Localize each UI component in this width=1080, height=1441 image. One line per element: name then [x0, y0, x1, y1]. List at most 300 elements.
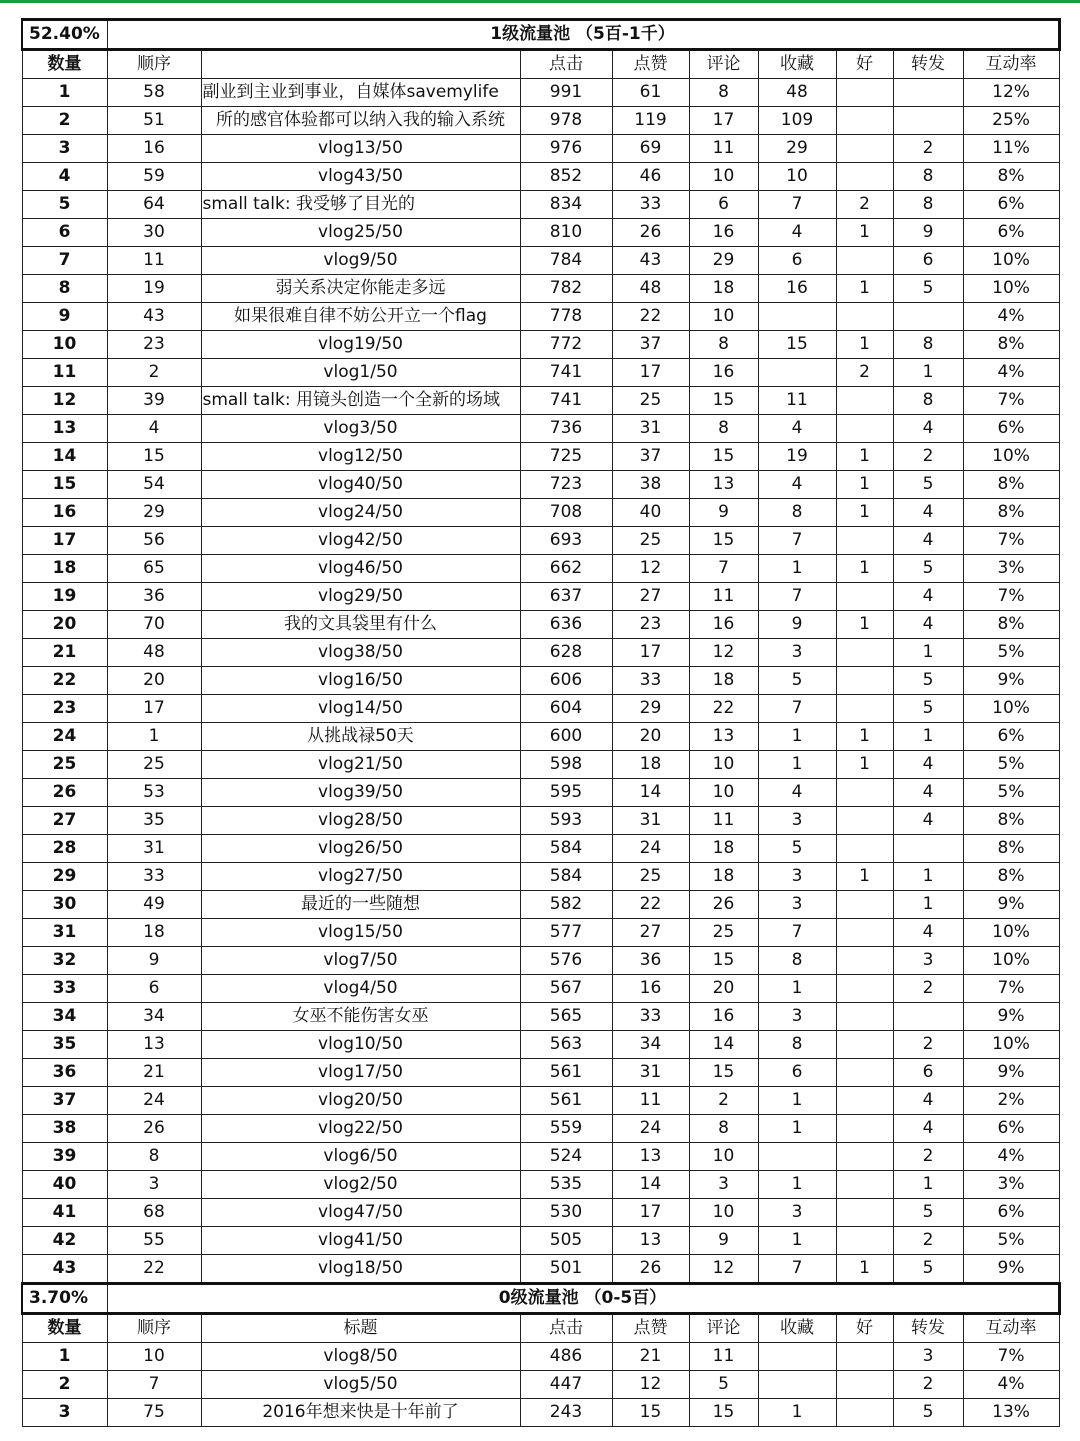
cell-shares[interactable]: 3	[893, 1343, 963, 1371]
cell-shares[interactable]: 6	[893, 1059, 963, 1087]
cell-count[interactable]: 12	[22, 387, 107, 415]
cell-clicks[interactable]: 636	[520, 611, 612, 639]
cell-shares[interactable]	[893, 835, 963, 863]
section-percent[interactable]: 52.40%	[22, 20, 107, 50]
cell-count[interactable]: 5	[22, 191, 107, 219]
header-order[interactable]: 顺序	[107, 1314, 201, 1343]
cell-comments[interactable]: 10	[689, 751, 758, 779]
cell-comments[interactable]: 18	[689, 863, 758, 891]
cell-engagement-rate[interactable]: 13%	[963, 1399, 1059, 1427]
cell-engagement-rate[interactable]: 7%	[963, 527, 1059, 555]
cell-good[interactable]	[836, 163, 893, 191]
cell-favorites[interactable]: 4	[758, 779, 836, 807]
cell-likes[interactable]: 33	[612, 667, 689, 695]
cell-clicks[interactable]: 606	[520, 667, 612, 695]
cell-engagement-rate[interactable]: 8%	[963, 611, 1059, 639]
cell-favorites[interactable]: 7	[758, 191, 836, 219]
cell-count[interactable]: 38	[22, 1115, 107, 1143]
cell-order[interactable]: 3	[107, 1171, 201, 1199]
cell-likes[interactable]: 11	[612, 1087, 689, 1115]
cell-clicks[interactable]: 834	[520, 191, 612, 219]
cell-clicks[interactable]: 595	[520, 779, 612, 807]
cell-clicks[interactable]: 991	[520, 79, 612, 107]
cell-order[interactable]: 59	[107, 163, 201, 191]
cell-order[interactable]: 49	[107, 891, 201, 919]
cell-shares[interactable]: 8	[893, 331, 963, 359]
cell-favorites[interactable]	[758, 1143, 836, 1171]
cell-comments[interactable]: 11	[689, 583, 758, 611]
cell-favorites[interactable]: 48	[758, 79, 836, 107]
cell-title[interactable]: vlog2/50	[201, 1171, 520, 1199]
cell-title[interactable]: vlog42/50	[201, 527, 520, 555]
cell-likes[interactable]: 34	[612, 1031, 689, 1059]
cell-order[interactable]: 35	[107, 807, 201, 835]
cell-shares[interactable]: 4	[893, 499, 963, 527]
cell-clicks[interactable]: 243	[520, 1399, 612, 1427]
cell-title[interactable]: 最近的一些随想	[201, 891, 520, 919]
cell-likes[interactable]: 43	[612, 247, 689, 275]
cell-title[interactable]: vlog20/50	[201, 1087, 520, 1115]
cell-likes[interactable]: 14	[612, 1171, 689, 1199]
cell-likes[interactable]: 22	[612, 303, 689, 331]
cell-shares[interactable]: 5	[893, 471, 963, 499]
cell-good[interactable]	[836, 527, 893, 555]
cell-clicks[interactable]: 584	[520, 863, 612, 891]
cell-comments[interactable]: 15	[689, 1399, 758, 1427]
cell-order[interactable]: 11	[107, 247, 201, 275]
cell-engagement-rate[interactable]: 5%	[963, 751, 1059, 779]
cell-comments[interactable]: 15	[689, 387, 758, 415]
cell-likes[interactable]: 17	[612, 1199, 689, 1227]
cell-comments[interactable]: 8	[689, 79, 758, 107]
cell-comments[interactable]: 15	[689, 947, 758, 975]
cell-good[interactable]	[836, 779, 893, 807]
cell-title[interactable]: vlog29/50	[201, 583, 520, 611]
cell-shares[interactable]: 8	[893, 191, 963, 219]
cell-order[interactable]: 48	[107, 639, 201, 667]
cell-engagement-rate[interactable]: 9%	[963, 1255, 1059, 1284]
cell-title[interactable]: vlog21/50	[201, 751, 520, 779]
cell-likes[interactable]: 24	[612, 1115, 689, 1143]
cell-clicks[interactable]: 810	[520, 219, 612, 247]
cell-comments[interactable]: 16	[689, 611, 758, 639]
cell-shares[interactable]: 5	[893, 667, 963, 695]
cell-order[interactable]: 43	[107, 303, 201, 331]
cell-comments[interactable]: 22	[689, 695, 758, 723]
cell-favorites[interactable]: 3	[758, 891, 836, 919]
cell-shares[interactable]: 2	[893, 975, 963, 1003]
cell-order[interactable]: 33	[107, 863, 201, 891]
section-title[interactable]: 0级流量池 （0-5百）	[107, 1284, 1059, 1314]
cell-shares[interactable]: 1	[893, 723, 963, 751]
cell-count[interactable]: 35	[22, 1031, 107, 1059]
cell-engagement-rate[interactable]: 10%	[963, 947, 1059, 975]
cell-order[interactable]: 15	[107, 443, 201, 471]
cell-order[interactable]: 9	[107, 947, 201, 975]
cell-good[interactable]: 1	[836, 471, 893, 499]
cell-favorites[interactable]: 5	[758, 667, 836, 695]
cell-shares[interactable]: 4	[893, 779, 963, 807]
header-engagement-rate[interactable]: 互动率	[963, 1314, 1059, 1343]
header-order[interactable]: 顺序	[107, 50, 201, 79]
cell-count[interactable]: 34	[22, 1003, 107, 1031]
cell-good[interactable]	[836, 1031, 893, 1059]
cell-good[interactable]	[836, 1115, 893, 1143]
cell-comments[interactable]: 10	[689, 1199, 758, 1227]
cell-likes[interactable]: 119	[612, 107, 689, 135]
cell-engagement-rate[interactable]: 8%	[963, 863, 1059, 891]
cell-engagement-rate[interactable]: 6%	[963, 1115, 1059, 1143]
cell-engagement-rate[interactable]: 6%	[963, 1199, 1059, 1227]
cell-count[interactable]: 32	[22, 947, 107, 975]
cell-favorites[interactable]: 8	[758, 1031, 836, 1059]
cell-comments[interactable]: 18	[689, 835, 758, 863]
cell-title[interactable]: vlog46/50	[201, 555, 520, 583]
cell-clicks[interactable]: 604	[520, 695, 612, 723]
cell-shares[interactable]: 1	[893, 639, 963, 667]
cell-title[interactable]: vlog13/50	[201, 135, 520, 163]
cell-shares[interactable]: 2	[893, 1143, 963, 1171]
cell-clicks[interactable]: 561	[520, 1087, 612, 1115]
cell-shares[interactable]: 2	[893, 1227, 963, 1255]
cell-likes[interactable]: 46	[612, 163, 689, 191]
cell-engagement-rate[interactable]: 11%	[963, 135, 1059, 163]
cell-favorites[interactable]: 1	[758, 751, 836, 779]
cell-count[interactable]: 9	[22, 303, 107, 331]
cell-title[interactable]: vlog3/50	[201, 415, 520, 443]
cell-shares[interactable]: 4	[893, 415, 963, 443]
cell-count[interactable]: 42	[22, 1227, 107, 1255]
cell-engagement-rate[interactable]: 10%	[963, 443, 1059, 471]
cell-shares[interactable]: 5	[893, 275, 963, 303]
cell-comments[interactable]: 20	[689, 975, 758, 1003]
cell-shares[interactable]: 4	[893, 807, 963, 835]
cell-comments[interactable]: 10	[689, 779, 758, 807]
cell-good[interactable]	[836, 639, 893, 667]
cell-shares[interactable]: 4	[893, 1115, 963, 1143]
cell-favorites[interactable]: 109	[758, 107, 836, 135]
cell-comments[interactable]: 3	[689, 1171, 758, 1199]
cell-engagement-rate[interactable]: 8%	[963, 835, 1059, 863]
cell-clicks[interactable]: 723	[520, 471, 612, 499]
cell-count[interactable]: 39	[22, 1143, 107, 1171]
cell-title[interactable]: 弱关系决定你能走多远	[201, 275, 520, 303]
cell-comments[interactable]: 17	[689, 107, 758, 135]
cell-title[interactable]: vlog12/50	[201, 443, 520, 471]
cell-count[interactable]: 36	[22, 1059, 107, 1087]
cell-engagement-rate[interactable]: 4%	[963, 1371, 1059, 1399]
cell-clicks[interactable]: 725	[520, 443, 612, 471]
cell-engagement-rate[interactable]: 4%	[963, 1143, 1059, 1171]
cell-title[interactable]: 从挑战禄50天	[201, 723, 520, 751]
cell-title[interactable]: vlog41/50	[201, 1227, 520, 1255]
cell-clicks[interactable]: 565	[520, 1003, 612, 1031]
cell-shares[interactable]: 4	[893, 1087, 963, 1115]
cell-count[interactable]: 13	[22, 415, 107, 443]
cell-title[interactable]: vlog28/50	[201, 807, 520, 835]
cell-count[interactable]: 22	[22, 667, 107, 695]
cell-comments[interactable]: 15	[689, 443, 758, 471]
cell-comments[interactable]: 13	[689, 723, 758, 751]
section-title[interactable]: 1级流量池 （5百-1千）	[107, 20, 1059, 50]
cell-comments[interactable]: 8	[689, 331, 758, 359]
cell-order[interactable]: 55	[107, 1227, 201, 1255]
cell-title[interactable]: vlog8/50	[201, 1343, 520, 1371]
header-count[interactable]: 数量	[22, 1314, 107, 1343]
cell-title[interactable]: vlog16/50	[201, 667, 520, 695]
cell-clicks[interactable]: 530	[520, 1199, 612, 1227]
cell-shares[interactable]: 3	[893, 947, 963, 975]
cell-favorites[interactable]: 7	[758, 527, 836, 555]
cell-likes[interactable]: 25	[612, 387, 689, 415]
cell-comments[interactable]: 29	[689, 247, 758, 275]
cell-good[interactable]	[836, 303, 893, 331]
cell-title[interactable]: vlog25/50	[201, 219, 520, 247]
cell-comments[interactable]: 16	[689, 359, 758, 387]
cell-shares[interactable]	[893, 107, 963, 135]
cell-favorites[interactable]: 3	[758, 1199, 836, 1227]
header-clicks[interactable]: 点击	[520, 1314, 612, 1343]
cell-likes[interactable]: 14	[612, 779, 689, 807]
cell-favorites[interactable]: 1	[758, 1399, 836, 1427]
cell-likes[interactable]: 37	[612, 331, 689, 359]
cell-order[interactable]: 24	[107, 1087, 201, 1115]
cell-title[interactable]: vlog27/50	[201, 863, 520, 891]
cell-likes[interactable]: 33	[612, 1003, 689, 1031]
cell-engagement-rate[interactable]: 5%	[963, 1227, 1059, 1255]
cell-title[interactable]: 2016年想来快是十年前了	[201, 1399, 520, 1427]
cell-favorites[interactable]: 7	[758, 583, 836, 611]
cell-good[interactable]	[836, 667, 893, 695]
cell-clicks[interactable]: 778	[520, 303, 612, 331]
cell-favorites[interactable]	[758, 1343, 836, 1371]
cell-order[interactable]: 18	[107, 919, 201, 947]
cell-shares[interactable]: 1	[893, 359, 963, 387]
cell-likes[interactable]: 37	[612, 443, 689, 471]
cell-shares[interactable]: 8	[893, 387, 963, 415]
cell-order[interactable]: 26	[107, 1115, 201, 1143]
cell-shares[interactable]: 2	[893, 1031, 963, 1059]
cell-likes[interactable]: 12	[612, 555, 689, 583]
cell-clicks[interactable]: 628	[520, 639, 612, 667]
cell-favorites[interactable]: 3	[758, 639, 836, 667]
header-good[interactable]: 好	[836, 50, 893, 79]
cell-order[interactable]: 23	[107, 331, 201, 359]
cell-title[interactable]: vlog14/50	[201, 695, 520, 723]
cell-likes[interactable]: 33	[612, 191, 689, 219]
cell-good[interactable]	[836, 947, 893, 975]
cell-shares[interactable]: 6	[893, 247, 963, 275]
cell-shares[interactable]: 2	[893, 1371, 963, 1399]
cell-engagement-rate[interactable]: 2%	[963, 1087, 1059, 1115]
cell-engagement-rate[interactable]: 9%	[963, 891, 1059, 919]
cell-comments[interactable]: 10	[689, 303, 758, 331]
cell-comments[interactable]: 9	[689, 499, 758, 527]
cell-comments[interactable]: 15	[689, 527, 758, 555]
cell-order[interactable]: 64	[107, 191, 201, 219]
cell-favorites[interactable]: 1	[758, 1115, 836, 1143]
cell-favorites[interactable]: 1	[758, 975, 836, 1003]
cell-likes[interactable]: 20	[612, 723, 689, 751]
cell-engagement-rate[interactable]: 7%	[963, 975, 1059, 1003]
cell-clicks[interactable]: 505	[520, 1227, 612, 1255]
cell-count[interactable]: 33	[22, 975, 107, 1003]
cell-comments[interactable]: 8	[689, 1115, 758, 1143]
cell-likes[interactable]: 27	[612, 583, 689, 611]
cell-comments[interactable]: 12	[689, 1255, 758, 1284]
cell-title[interactable]: small talk: 我受够了目光的	[201, 191, 520, 219]
cell-clicks[interactable]: 584	[520, 835, 612, 863]
cell-order[interactable]: 53	[107, 779, 201, 807]
cell-shares[interactable]	[893, 303, 963, 331]
cell-count[interactable]: 3	[22, 135, 107, 163]
cell-comments[interactable]: 5	[689, 1371, 758, 1399]
cell-favorites[interactable]: 16	[758, 275, 836, 303]
cell-shares[interactable]: 4	[893, 919, 963, 947]
cell-count[interactable]: 10	[22, 331, 107, 359]
cell-good[interactable]	[836, 415, 893, 443]
cell-count[interactable]: 6	[22, 219, 107, 247]
cell-shares[interactable]: 4	[893, 611, 963, 639]
cell-good[interactable]	[836, 1371, 893, 1399]
header-favorites[interactable]: 收藏	[758, 50, 836, 79]
cell-favorites[interactable]: 8	[758, 947, 836, 975]
cell-clicks[interactable]: 559	[520, 1115, 612, 1143]
cell-title[interactable]: vlog39/50	[201, 779, 520, 807]
cell-count[interactable]: 28	[22, 835, 107, 863]
cell-count[interactable]: 2	[22, 1371, 107, 1399]
cell-comments[interactable]: 11	[689, 135, 758, 163]
cell-engagement-rate[interactable]: 10%	[963, 919, 1059, 947]
cell-title[interactable]: vlog19/50	[201, 331, 520, 359]
cell-likes[interactable]: 25	[612, 863, 689, 891]
cell-likes[interactable]: 12	[612, 1371, 689, 1399]
cell-likes[interactable]: 38	[612, 471, 689, 499]
cell-likes[interactable]: 21	[612, 1343, 689, 1371]
cell-count[interactable]: 30	[22, 891, 107, 919]
cell-count[interactable]: 1	[22, 79, 107, 107]
cell-shares[interactable]: 2	[893, 443, 963, 471]
cell-title[interactable]: vlog7/50	[201, 947, 520, 975]
cell-shares[interactable]: 4	[893, 527, 963, 555]
cell-engagement-rate[interactable]: 10%	[963, 275, 1059, 303]
cell-engagement-rate[interactable]: 7%	[963, 1343, 1059, 1371]
cell-engagement-rate[interactable]: 6%	[963, 415, 1059, 443]
cell-engagement-rate[interactable]: 9%	[963, 1003, 1059, 1031]
cell-likes[interactable]: 26	[612, 219, 689, 247]
cell-favorites[interactable]: 5	[758, 835, 836, 863]
cell-good[interactable]	[836, 387, 893, 415]
cell-good[interactable]: 2	[836, 359, 893, 387]
cell-order[interactable]: 31	[107, 835, 201, 863]
cell-clicks[interactable]: 577	[520, 919, 612, 947]
cell-good[interactable]: 1	[836, 331, 893, 359]
cell-order[interactable]: 2	[107, 359, 201, 387]
cell-likes[interactable]: 69	[612, 135, 689, 163]
cell-count[interactable]: 41	[22, 1199, 107, 1227]
cell-engagement-rate[interactable]: 10%	[963, 1031, 1059, 1059]
cell-favorites[interactable]: 3	[758, 807, 836, 835]
header-shares[interactable]: 转发	[893, 1314, 963, 1343]
cell-favorites[interactable]: 15	[758, 331, 836, 359]
cell-engagement-rate[interactable]: 8%	[963, 499, 1059, 527]
cell-title[interactable]: 女巫不能伤害女巫	[201, 1003, 520, 1031]
cell-count[interactable]: 23	[22, 695, 107, 723]
cell-good[interactable]	[836, 835, 893, 863]
cell-comments[interactable]: 2	[689, 1087, 758, 1115]
cell-likes[interactable]: 18	[612, 751, 689, 779]
cell-good[interactable]	[836, 135, 893, 163]
header-likes[interactable]: 点赞	[612, 1314, 689, 1343]
cell-favorites[interactable]	[758, 303, 836, 331]
cell-likes[interactable]: 24	[612, 835, 689, 863]
cell-order[interactable]: 58	[107, 79, 201, 107]
cell-title[interactable]: vlog43/50	[201, 163, 520, 191]
cell-shares[interactable]: 5	[893, 555, 963, 583]
cell-order[interactable]: 19	[107, 275, 201, 303]
cell-clicks[interactable]: 486	[520, 1343, 612, 1371]
cell-clicks[interactable]: 567	[520, 975, 612, 1003]
cell-order[interactable]: 65	[107, 555, 201, 583]
cell-count[interactable]: 40	[22, 1171, 107, 1199]
cell-shares[interactable]: 4	[893, 751, 963, 779]
cell-shares[interactable]: 1	[893, 863, 963, 891]
cell-shares[interactable]: 5	[893, 1399, 963, 1427]
cell-order[interactable]: 10	[107, 1343, 201, 1371]
cell-likes[interactable]: 31	[612, 1059, 689, 1087]
cell-favorites[interactable]: 7	[758, 695, 836, 723]
cell-likes[interactable]: 61	[612, 79, 689, 107]
cell-good[interactable]	[836, 807, 893, 835]
cell-shares[interactable]	[893, 1003, 963, 1031]
header-title[interactable]: 标题	[201, 1314, 520, 1343]
cell-good[interactable]	[836, 107, 893, 135]
cell-title[interactable]: vlog1/50	[201, 359, 520, 387]
cell-comments[interactable]: 10	[689, 1143, 758, 1171]
cell-count[interactable]: 26	[22, 779, 107, 807]
cell-order[interactable]: 4	[107, 415, 201, 443]
cell-count[interactable]: 24	[22, 723, 107, 751]
cell-comments[interactable]: 16	[689, 1003, 758, 1031]
cell-likes[interactable]: 27	[612, 919, 689, 947]
cell-order[interactable]: 30	[107, 219, 201, 247]
cell-count[interactable]: 18	[22, 555, 107, 583]
cell-clicks[interactable]: 852	[520, 163, 612, 191]
header-clicks[interactable]: 点击	[520, 50, 612, 79]
cell-comments[interactable]: 7	[689, 555, 758, 583]
cell-favorites[interactable]: 11	[758, 387, 836, 415]
cell-title[interactable]: 我的文具袋里有什么	[201, 611, 520, 639]
cell-favorites[interactable]: 7	[758, 1255, 836, 1284]
cell-count[interactable]: 1	[22, 1343, 107, 1371]
cell-favorites[interactable]: 1	[758, 723, 836, 751]
cell-good[interactable]: 1	[836, 443, 893, 471]
cell-title[interactable]: 副业到主业到事业，自媒体savemylife	[201, 79, 520, 107]
cell-likes[interactable]: 16	[612, 975, 689, 1003]
cell-good[interactable]	[836, 1199, 893, 1227]
cell-title[interactable]: vlog22/50	[201, 1115, 520, 1143]
cell-engagement-rate[interactable]: 6%	[963, 219, 1059, 247]
cell-comments[interactable]: 12	[689, 639, 758, 667]
cell-comments[interactable]: 15	[689, 1059, 758, 1087]
cell-shares[interactable]: 1	[893, 1171, 963, 1199]
cell-clicks[interactable]: 535	[520, 1171, 612, 1199]
cell-title[interactable]: vlog40/50	[201, 471, 520, 499]
cell-count[interactable]: 15	[22, 471, 107, 499]
cell-good[interactable]: 1	[836, 723, 893, 751]
cell-favorites[interactable]	[758, 359, 836, 387]
cell-order[interactable]: 56	[107, 527, 201, 555]
